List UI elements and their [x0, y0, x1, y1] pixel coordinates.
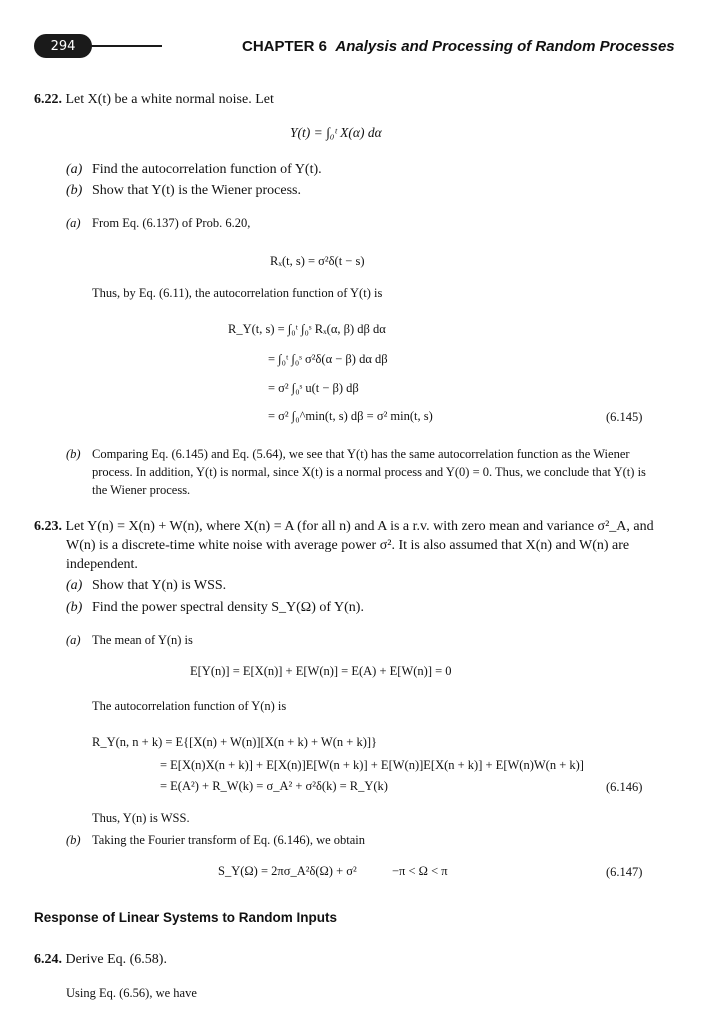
equation-tag-6-147: (6.147): [606, 865, 643, 879]
equation-r-line-1: R_Y(n, n + k) = E{[X(n) + W(n)][X(n + k) + W(n + k)]}: [92, 735, 378, 749]
section-heading: Response of Linear Systems to Random Inputs: [34, 910, 338, 925]
problem-6-23-part-a: [66, 576, 226, 595]
problem-6-24-statement: [34, 950, 167, 969]
solution-text: Taking the Fourier transform of Eq. (6.146), we obtain: [92, 833, 366, 847]
part-text: Find the power spectral density S_Y(Ω) of Y(n).: [92, 600, 364, 615]
chapter-label: CHAPTER 6: [242, 38, 328, 55]
problem-number: 6.22.: [34, 92, 62, 107]
part-text: Find the autocorrelation function of Y(t).: [92, 162, 322, 177]
header-rule: [90, 45, 162, 47]
part-text: Show that Y(t) is the Wiener process.: [92, 183, 302, 198]
page-number-badge: [34, 34, 92, 58]
part-label: (b): [66, 447, 81, 461]
problem-text: Derive Eq. (6.58).: [65, 952, 167, 967]
solution-6-22-b-line-3: the Wiener process.: [92, 483, 191, 497]
running-header: [242, 38, 675, 55]
part-text: Show that Y(n) is WSS.: [92, 578, 227, 593]
equation-y-integral: Y(t) = ∫₀ᵗ X(α) dα: [290, 125, 382, 140]
part-label: (a): [66, 578, 83, 593]
problem-number: 6.23.: [34, 519, 62, 534]
solution-6-23-a-auto: The autocorrelation function of Y(n) is: [92, 699, 287, 713]
solution-6-23-a-intro: [66, 632, 193, 649]
part-label: (b): [66, 600, 83, 615]
part-label: (a): [66, 633, 81, 647]
solution-text: Comparing Eq. (6.145) and Eq. (5.64), we see that Y(t) has the same autocorrelation function as the Wiener: [92, 447, 630, 461]
equation-ry-line-4: = σ² ∫₀^min(t, s) dβ = σ² min(t, s): [268, 409, 433, 423]
problem-text: Let Y(n) = X(n) + W(n), where X(n) = A (for all n) and A is a r.v. with zero mean and variance σ²_A, and: [65, 519, 654, 534]
solution-6-22-a-thus: Thus, by Eq. (6.11), the autocorrelation function of Y(t) is: [92, 286, 383, 300]
problem-text: Let X(t) be a white normal noise. Let: [65, 92, 274, 107]
solution-text: From Eq. (6.137) of Prob. 6.20,: [92, 216, 251, 230]
problem-6-23-line-2: W(n) is a discrete-time white noise with average power σ². It is also assumed that X(n) and W(n) are: [66, 538, 630, 553]
problem-6-22-statement: [34, 90, 274, 109]
solution-6-23-a-thus: Thus, Y(n) is WSS.: [92, 811, 190, 825]
equation-r-line-2: = E[X(n)X(n + k)] + E[X(n)]E[W(n + k)] + E[W(n)]E[X(n + k)] + E[W(n)W(n + k)]: [160, 758, 584, 772]
part-label: (a): [66, 216, 81, 230]
problem-6-22-part-b: [66, 181, 301, 200]
solution-6-23-b-intro: [66, 832, 365, 849]
equation-ry-line-1: R_Y(t, s) = ∫₀ᵗ ∫₀ˢ Rₓ(α, β) dβ dα: [228, 322, 386, 336]
solution-6-24-intro: Using Eq. (6.56), we have: [66, 986, 197, 1000]
problem-6-23-line-1: [34, 517, 654, 536]
problem-6-22-part-a: [66, 160, 322, 179]
part-label: (b): [66, 833, 81, 847]
part-label: (a): [66, 162, 83, 177]
solution-6-22-b-line-1: [66, 446, 630, 463]
problem-6-23-line-3: independent.: [66, 557, 138, 572]
equation-ry-line-2: = ∫₀ᵗ ∫₀ˢ σ²δ(α − β) dα dβ: [268, 352, 388, 366]
chapter-title: Analysis and Processing of Random Processes: [335, 38, 675, 55]
equation-ry-line-3: = σ² ∫₀ˢ u(t − β) dβ: [268, 381, 359, 395]
solution-text: The mean of Y(n) is: [92, 633, 193, 647]
problem-6-23-part-b: [66, 598, 364, 617]
equation-r-line-3: = E(A²) + R_W(k) = σ_A² + σ²δ(k) = R_Y(k): [160, 779, 388, 793]
solution-6-22-a-intro: [66, 215, 250, 232]
equation-mean: E[Y(n)] = E[X(n)] + E[W(n)] = E(A) + E[W(n)] = 0: [190, 664, 452, 678]
part-label: (b): [66, 183, 83, 198]
equation-tag-6-145: (6.145): [606, 410, 643, 424]
equation-range: −π < Ω < π: [392, 864, 448, 878]
equation-tag-6-146: (6.146): [606, 780, 643, 794]
solution-6-22-b-line-2: process. In addition, Y(t) is normal, since X(t) is a normal process and Y(0) = 0. Thus, we conclude that Y(t) is: [92, 465, 646, 479]
equation-rx: Rₓ(t, s) = σ²δ(t − s): [270, 254, 365, 268]
page-number: 294: [50, 38, 76, 54]
equation-sy: S_Y(Ω) = 2πσ_A²δ(Ω) + σ²: [218, 864, 357, 878]
problem-number: 6.24.: [34, 952, 62, 967]
